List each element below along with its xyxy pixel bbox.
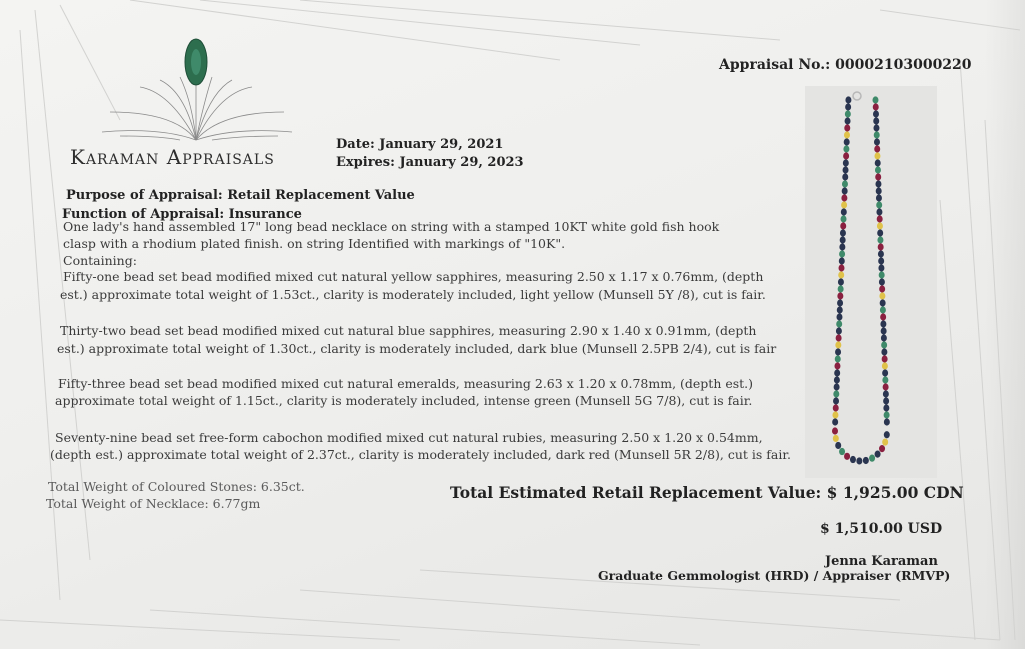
purpose-heading: Purpose of Appraisal: Retail Replacement Value [66, 188, 415, 203]
necklace-bead [840, 222, 846, 229]
necklace-bead [843, 152, 849, 159]
necklace-bead [856, 457, 862, 464]
necklace-bead [850, 456, 856, 463]
necklace-bead [833, 435, 839, 442]
necklace-bead [878, 250, 884, 257]
necklace-bead [837, 299, 843, 306]
total-weight-necklace: Total Weight of Necklace: 6.77gm [46, 496, 261, 511]
necklace-bead [884, 418, 890, 425]
necklace-bead [833, 397, 839, 404]
necklace-bead [837, 292, 843, 299]
necklace-bead [873, 103, 879, 110]
necklace-bead [843, 166, 849, 173]
necklace-bead [874, 145, 880, 152]
necklace-bead [875, 451, 881, 458]
necklace-image [805, 86, 937, 478]
necklace-bead [882, 369, 888, 376]
necklace-bead [845, 117, 851, 124]
necklace-bead [883, 383, 889, 390]
necklace-bead [834, 369, 840, 376]
necklace-bead [881, 334, 887, 341]
necklace-photo [805, 86, 937, 478]
necklace-bead [843, 145, 849, 152]
description-line: One lady's hand assembled 17" long bead necklace on string with a stamped 10KT white gold fish hook [63, 219, 720, 234]
necklace-bead [842, 187, 848, 194]
necklace-bead [873, 117, 879, 124]
necklace-bead [836, 327, 842, 334]
necklace-bead [881, 341, 887, 348]
necklace-bead [873, 124, 879, 131]
necklace-bead [884, 431, 890, 438]
total-value-usd: $ 1,510.00 USD [820, 521, 943, 537]
necklace-bead [842, 180, 848, 187]
necklace-bead [839, 448, 845, 455]
necklace-bead [839, 264, 845, 271]
brand-name: Karaman Appraisals [70, 145, 275, 169]
description-line: clasp with a rhodium plated finish. on string Identified with markings of "10K". [63, 236, 566, 251]
necklace-bead [840, 236, 846, 243]
appraisal-number: Appraisal No.: 00002103000220 [719, 57, 972, 73]
necklace-bead [839, 250, 845, 257]
necklace-bead [835, 341, 841, 348]
necklace-bead [878, 264, 884, 271]
necklace-bead [876, 208, 882, 215]
necklace-bead [842, 173, 848, 180]
necklace-bead [834, 383, 840, 390]
total-weight-stones: Total Weight of Coloured Stones: 6.35ct. [48, 479, 305, 494]
necklace-bead [834, 362, 840, 369]
necklace-bead [840, 229, 846, 236]
necklace-bead [833, 404, 839, 411]
necklace-bead [879, 292, 885, 299]
necklace-bead [879, 278, 885, 285]
necklace-bead [878, 243, 884, 250]
necklace-bead [877, 215, 883, 222]
necklace-bead [832, 418, 838, 425]
necklace-bead [869, 455, 875, 462]
necklace-bead [839, 257, 845, 264]
necklace-bead [877, 222, 883, 229]
necklace-bead [839, 243, 845, 250]
expiry-date: Expires: January 29, 2023 [336, 155, 524, 170]
necklace-bead [875, 159, 881, 166]
necklace-bead [882, 438, 888, 445]
item-blue-sapphires: Thirty-two bead set bead modified mixed cut natural blue sapphires, measuring 2.90 x 1.40 x 0.91mm, (depth [60, 323, 757, 338]
necklace-bead [835, 348, 841, 355]
necklace-bead [882, 362, 888, 369]
necklace-bead [863, 457, 869, 464]
necklace-bead [838, 271, 844, 278]
necklace-bead [874, 152, 880, 159]
necklace-bead [882, 355, 888, 362]
necklace-bead [843, 159, 849, 166]
necklace-bead [879, 285, 885, 292]
necklace-bead [837, 306, 843, 313]
necklace-bead [845, 110, 851, 117]
necklace-bead [844, 453, 850, 460]
appraiser-title: Graduate Gemmologist (HRD) / Appraiser (RMVP) [598, 568, 951, 583]
necklace-bead [878, 257, 884, 264]
necklace-bead [841, 201, 847, 208]
item-yellow-sapphires: Fifty-one bead set bead modified mixed cut natural yellow sapphires, measuring 2.50 x 1.17 x 0.76mm, (depth [63, 269, 764, 284]
item-rubies: (depth est.) approximate total weight of 2.37ct., clarity is moderately included, dark red (Munsell 5R 2/8), cut is fair. [50, 447, 791, 462]
issue-date: Date: January 29, 2021 [336, 137, 504, 152]
clasp-icon [853, 92, 861, 100]
necklace-bead [882, 376, 888, 383]
necklace-bead [874, 138, 880, 145]
necklace-bead [845, 96, 851, 103]
necklace-bead [834, 376, 840, 383]
item-blue-sapphires: est.) approximate total weight of 1.30ct., clarity is moderately included, dark blue (Munsell 2.5PB 2/4), cut is fair [57, 341, 777, 356]
necklace-bead [832, 411, 838, 418]
necklace-bead [841, 208, 847, 215]
necklace-bead [841, 215, 847, 222]
necklace-bead [874, 131, 880, 138]
logo-emerald-icon [100, 32, 300, 147]
necklace-bead [881, 348, 887, 355]
necklace-bead [835, 442, 841, 449]
necklace-bead [844, 131, 850, 138]
item-emeralds: Fifty-three bead set bead modified mixed cut natural emeralds, measuring 2.63 x 1.20 x 0.78mm, (depth est.) [58, 376, 754, 391]
appraiser-name: Jenna Karaman [825, 554, 938, 569]
necklace-bead [883, 404, 889, 411]
necklace-bead [875, 173, 881, 180]
necklace-bead [880, 320, 886, 327]
necklace-bead [883, 390, 889, 397]
necklace-bead [838, 285, 844, 292]
necklace-bead [883, 397, 889, 404]
necklace-bead [880, 306, 886, 313]
necklace-bead [880, 313, 886, 320]
containing-label: Containing: [63, 253, 137, 268]
paper-edge-shadow [985, 0, 1025, 649]
total-value-cdn: Total Estimated Retail Replacement Value: $ 1,925.00 CDN [450, 483, 964, 502]
necklace-bead [877, 229, 883, 236]
necklace-bead [844, 138, 850, 145]
necklace-bead [875, 166, 881, 173]
necklace-bead [879, 445, 885, 452]
necklace-bead [876, 194, 882, 201]
necklace-bead [835, 355, 841, 362]
necklace-bead [879, 271, 885, 278]
item-emeralds: approximate total weight of 1.15ct., clarity is moderately included, intense green (Munsell 5G 7/8), cut is fair. [55, 393, 753, 408]
necklace-bead [833, 390, 839, 397]
necklace-bead [845, 103, 851, 110]
necklace-bead [872, 96, 878, 103]
necklace-bead [881, 327, 887, 334]
necklace-bead [841, 194, 847, 201]
necklace-bead [884, 411, 890, 418]
necklace-bead [877, 236, 883, 243]
necklace-bead [876, 187, 882, 194]
necklace-bead [844, 124, 850, 131]
necklace-bead [880, 299, 886, 306]
necklace-bead [876, 201, 882, 208]
necklace-bead [838, 278, 844, 285]
necklace-bead [875, 180, 881, 187]
necklace-bead [873, 110, 879, 117]
necklace-bead [836, 334, 842, 341]
item-rubies: Seventy-nine bead set free-form cabochon modified mixed cut natural rubies, measuring 2.50 x 1.20 x 0.54mm, [55, 430, 763, 445]
necklace-bead [836, 313, 842, 320]
necklace-bead [836, 320, 842, 327]
necklace-bead [832, 427, 838, 434]
item-yellow-sapphires: est.) approximate total weight of 1.53ct., clarity is moderately included, light yellow (Munsell 5Y /8), cut is fair. [60, 287, 766, 302]
function-heading: Function of Appraisal: Insurance [62, 207, 302, 222]
